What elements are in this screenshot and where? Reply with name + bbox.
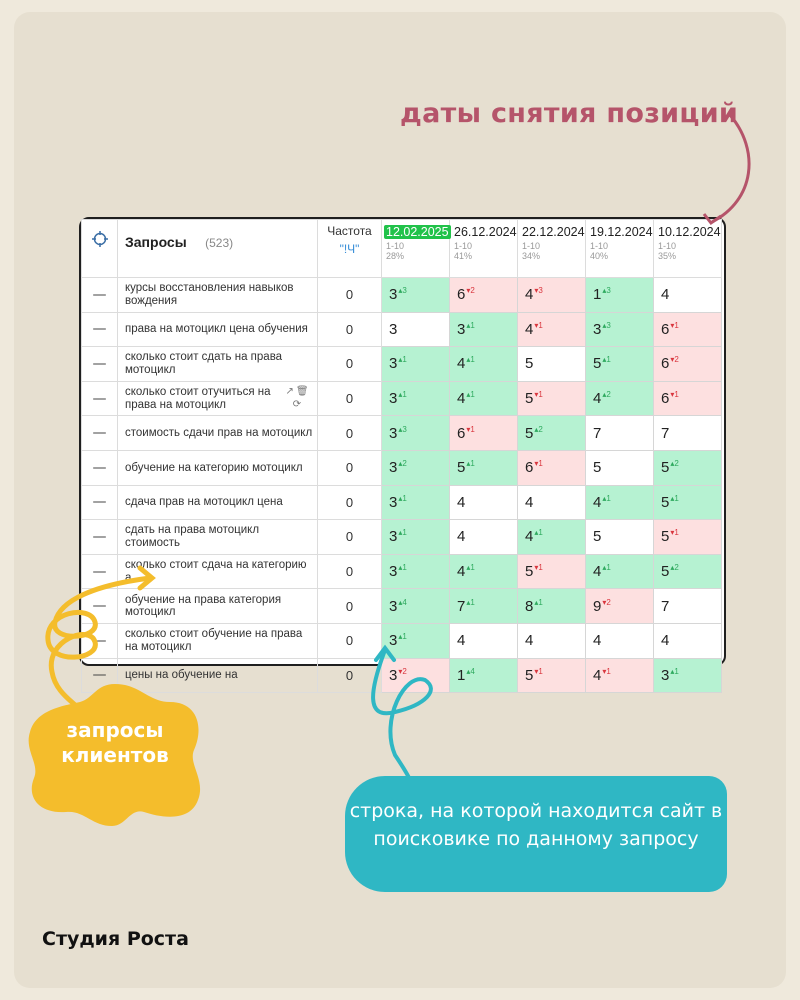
position-delta: ▾2 [466, 286, 475, 296]
position-cell[interactable] [654, 658, 722, 693]
position-delta: ▾1 [602, 666, 611, 676]
crosshair-icon[interactable] [92, 231, 108, 247]
position-value: 5 [593, 528, 602, 546]
date-column-header[interactable] [518, 220, 586, 278]
position-delta: ▴1 [602, 355, 611, 365]
position-value: 5 [593, 355, 602, 373]
position-value: 5 [525, 424, 534, 442]
frequency-cell: 0 [318, 312, 382, 347]
positions-table-screenshot [79, 217, 726, 684]
brand-logo-text: Студия Роста [42, 928, 189, 950]
position-cell[interactable] [450, 623, 518, 658]
position-cell[interactable] [518, 554, 586, 589]
position-value: 4 [525, 493, 534, 511]
remove-row-button[interactable]: — [82, 278, 118, 313]
position-value: 4 [593, 390, 602, 408]
position-delta: ▴2 [534, 424, 543, 434]
refresh-icon[interactable]: ⟳ [292, 398, 302, 410]
position-value: 3 [389, 493, 398, 511]
query-text: обучение на категорию мотоцикл [125, 461, 303, 474]
table-row[interactable] [82, 623, 722, 658]
position-value: 4 [525, 528, 534, 546]
position-value: 4 [661, 632, 670, 650]
query-count: (523) [205, 236, 234, 250]
row-actions [283, 385, 311, 411]
position-cell[interactable] [654, 347, 722, 382]
query-cell[interactable] [118, 278, 318, 313]
position-value: 3 [389, 286, 398, 304]
position-delta: ▴1 [466, 459, 475, 469]
position-value: 3 [389, 563, 398, 581]
remove-row-button[interactable]: — [82, 485, 118, 520]
position-cell[interactable] [382, 278, 450, 313]
position-delta: ▾2 [602, 597, 611, 607]
remove-row-button[interactable]: — [82, 381, 118, 416]
position-value: 4 [525, 632, 534, 650]
frequency-cell: 0 [318, 554, 382, 589]
table-row[interactable] [82, 381, 722, 416]
date-range: 1-10 [590, 241, 609, 251]
position-delta: ▾3 [534, 286, 543, 296]
query-text: обучение на права категория мотоцикл [125, 593, 282, 619]
frequency-column-header[interactable] [318, 220, 382, 278]
query-cell[interactable] [118, 416, 318, 451]
explanation-text: строка, на которой находится сайт в поисковике по данному запросу [349, 800, 723, 850]
position-cell[interactable] [654, 485, 722, 520]
position-cell[interactable] [382, 589, 450, 624]
position-delta: ▴1 [602, 563, 611, 573]
query-text: курсы восстановления навыков вождения [125, 282, 294, 307]
position-value: 6 [525, 459, 534, 477]
position-cell[interactable] [382, 485, 450, 520]
date-percent: 40% [590, 251, 609, 261]
position-value: 3 [389, 424, 398, 442]
position-delta: ▴1 [466, 320, 475, 330]
table-row[interactable] [82, 554, 722, 589]
position-value: 4 [457, 632, 466, 650]
remove-row-button[interactable]: — [82, 589, 118, 624]
position-cell[interactable] [450, 554, 518, 589]
position-cell[interactable] [586, 589, 654, 624]
position-delta: ▴1 [534, 528, 543, 538]
position-value: 3 [389, 528, 398, 546]
position-value: 4 [457, 355, 466, 373]
position-cell[interactable] [654, 416, 722, 451]
position-cell[interactable] [654, 589, 722, 624]
position-value: 8 [525, 597, 534, 615]
date-percent: 28% [386, 251, 405, 261]
target-header-cell[interactable] [82, 220, 118, 278]
position-value: 7 [593, 424, 602, 442]
position-value: 6 [661, 320, 670, 338]
position-delta: ▴1 [534, 597, 543, 607]
remove-row-button[interactable]: — [82, 658, 118, 693]
position-value: 5 [661, 493, 670, 511]
query-text: сколько стоит отучиться на права на мотоцикл [125, 386, 271, 411]
position-cell[interactable] [382, 381, 450, 416]
position-cell[interactable] [518, 623, 586, 658]
frequency-cell: 0 [318, 589, 382, 624]
date-column-header[interactable] [382, 220, 450, 278]
position-cell[interactable] [586, 450, 654, 485]
position-value: 5 [593, 459, 602, 477]
position-value: 4 [593, 666, 602, 684]
query-text: сдать на права мотоцикл стоимость [125, 524, 260, 549]
query-text: права на мотоцикл цена обучения [125, 323, 308, 336]
position-value: 6 [661, 390, 670, 408]
position-cell[interactable] [518, 381, 586, 416]
query-header-title: Запросы [125, 234, 187, 250]
position-value: 3 [593, 320, 602, 338]
position-value: 4 [457, 528, 466, 546]
frequency-cell: 0 [318, 381, 382, 416]
position-cell[interactable] [450, 347, 518, 382]
date-range: 1-10 [386, 241, 405, 251]
position-value: 4 [661, 286, 670, 304]
table-row[interactable] [82, 312, 722, 347]
position-cell[interactable] [586, 416, 654, 451]
position-cell[interactable] [382, 347, 450, 382]
position-cell[interactable] [654, 520, 722, 555]
position-delta: ▴4 [398, 597, 407, 607]
position-value: 3 [661, 666, 670, 684]
query-cell[interactable] [118, 485, 318, 520]
position-cell[interactable] [518, 347, 586, 382]
date-column-header[interactable] [654, 220, 722, 278]
date-percent: 34% [522, 251, 541, 261]
position-value: 5 [661, 459, 670, 477]
position-delta: ▴1 [398, 390, 407, 400]
dates-annotation: даты снятия позиций [400, 98, 739, 129]
position-delta: ▴1 [670, 493, 679, 503]
frequency-header-sub[interactable]: "!Ч" [339, 242, 360, 256]
position-cell[interactable] [382, 450, 450, 485]
position-delta: ▾2 [398, 666, 407, 676]
position-value: 5 [525, 390, 534, 408]
position-delta: ▴1 [466, 355, 475, 365]
date-range: 1-10 [658, 241, 677, 251]
frequency-header-title: Частота [327, 224, 372, 238]
position-delta: ▾1 [534, 563, 543, 573]
frequency-cell: 0 [318, 658, 382, 693]
table-body [82, 278, 722, 693]
position-delta: ▴1 [398, 355, 407, 365]
frequency-cell: 0 [318, 520, 382, 555]
table-row[interactable] [82, 589, 722, 624]
position-delta: ▴1 [466, 390, 475, 400]
remove-row-button[interactable]: — [82, 554, 118, 589]
date-column-header[interactable] [450, 220, 518, 278]
position-cell[interactable] [518, 450, 586, 485]
query-column-header[interactable] [118, 220, 318, 278]
position-value: 4 [525, 286, 534, 304]
frequency-cell: 0 [318, 347, 382, 382]
query-text: цены на обучение на [125, 669, 238, 682]
position-value: 4 [457, 493, 466, 511]
date-percent: 41% [454, 251, 473, 261]
position-cell[interactable] [586, 278, 654, 313]
position-cell[interactable] [518, 416, 586, 451]
position-value: 9 [593, 597, 602, 615]
frequency-cell: 0 [318, 278, 382, 313]
position-value: 6 [457, 286, 466, 304]
clients-annotation: запросы клиентов [61, 718, 169, 767]
position-value: 7 [457, 597, 466, 615]
position-value: 5 [525, 666, 534, 684]
position-cell[interactable] [654, 450, 722, 485]
position-value: 5 [525, 355, 534, 373]
position-delta: ▾1 [534, 320, 543, 330]
position-cell[interactable] [654, 278, 722, 313]
position-delta: ▾1 [534, 459, 543, 469]
date-label: 19.12.2024 [590, 225, 653, 239]
position-value: 4 [457, 563, 466, 581]
position-delta: ▴3 [398, 424, 407, 434]
position-value: 3 [457, 320, 466, 338]
position-delta: ▴1 [466, 597, 475, 607]
frequency-cell: 0 [318, 416, 382, 451]
position-delta: ▴1 [602, 493, 611, 503]
position-value: 4 [593, 632, 602, 650]
position-delta: ▾1 [670, 390, 679, 400]
table-row[interactable] [82, 416, 722, 451]
position-cell[interactable] [382, 554, 450, 589]
position-delta: ▴1 [398, 563, 407, 573]
position-delta: ▴3 [602, 320, 611, 330]
position-delta: ▴3 [602, 286, 611, 296]
date-column-header[interactable] [586, 220, 654, 278]
position-cell[interactable] [382, 416, 450, 451]
position-value: 5 [457, 459, 466, 477]
query-text: сколько стоит обучение на права на мотоцикл [125, 628, 303, 653]
position-value: 3 [389, 459, 398, 477]
position-value: 3 [389, 390, 398, 408]
position-delta: ▴1 [670, 666, 679, 676]
position-cell[interactable] [518, 312, 586, 347]
position-cell[interactable] [450, 520, 518, 555]
frequency-cell: 0 [318, 450, 382, 485]
positions-table [81, 219, 722, 693]
position-cell[interactable] [586, 623, 654, 658]
position-cell[interactable] [586, 485, 654, 520]
date-percent: 35% [658, 251, 677, 261]
external-link-icon[interactable]: ↗ [285, 385, 294, 397]
position-cell[interactable] [382, 520, 450, 555]
position-delta: ▴1 [466, 563, 475, 573]
position-cell[interactable] [450, 416, 518, 451]
position-delta: ▴1 [398, 632, 407, 642]
position-cell[interactable] [450, 278, 518, 313]
query-cell[interactable] [118, 347, 318, 382]
position-cell[interactable] [382, 623, 450, 658]
position-delta: ▾1 [670, 320, 679, 330]
remove-row-button[interactable]: — [82, 416, 118, 451]
position-cell[interactable] [586, 658, 654, 693]
position-value: 6 [661, 355, 670, 373]
position-cell[interactable] [518, 485, 586, 520]
position-value: 3 [389, 355, 398, 373]
position-value: 4 [525, 320, 534, 338]
query-cell[interactable] [118, 520, 318, 555]
position-cell[interactable] [654, 623, 722, 658]
query-text: стоимость сдачи прав на мотоцикл [125, 426, 313, 439]
position-cell[interactable] [586, 312, 654, 347]
position-delta: ▾2 [670, 355, 679, 365]
query-text: сколько стоит сдача на категорию а [125, 559, 307, 584]
position-value: 5 [661, 563, 670, 581]
position-delta: ▴1 [398, 528, 407, 538]
position-cell[interactable] [518, 589, 586, 624]
date-label: 26.12.2024 [454, 225, 517, 239]
position-value: 7 [661, 424, 670, 442]
query-cell[interactable] [118, 450, 318, 485]
position-value: 4 [593, 493, 602, 511]
position-delta: ▾1 [534, 390, 543, 400]
position-cell[interactable] [518, 278, 586, 313]
date-label: 22.12.2024 [522, 225, 585, 239]
remove-row-button[interactable]: — [82, 347, 118, 382]
position-delta: ▴1 [398, 493, 407, 503]
position-cell[interactable] [654, 381, 722, 416]
remove-row-button[interactable]: — [82, 450, 118, 485]
position-delta: ▾1 [466, 424, 475, 434]
date-range: 1-10 [454, 241, 473, 251]
position-delta: ▴2 [398, 459, 407, 469]
position-value: 1 [457, 666, 466, 684]
position-value: 1 [593, 286, 602, 304]
query-text: сколько стоит сдать на права мотоцикл [125, 351, 283, 376]
table-row[interactable] [82, 450, 722, 485]
position-cell[interactable] [450, 450, 518, 485]
position-delta: ▴2 [670, 459, 679, 469]
trash-icon[interactable]: 🗑 [295, 385, 309, 397]
position-cell[interactable] [654, 554, 722, 589]
position-cell[interactable] [382, 658, 450, 693]
position-value: 3 [389, 597, 398, 615]
position-delta: ▾1 [670, 528, 679, 538]
date-range: 1-10 [522, 241, 541, 251]
position-cell[interactable] [518, 658, 586, 693]
query-text: сдача прав на мотоцикл цена [125, 496, 283, 509]
position-cell[interactable] [586, 520, 654, 555]
position-cell[interactable] [586, 554, 654, 589]
query-cell[interactable] [118, 381, 318, 416]
remove-row-button[interactable]: — [82, 520, 118, 555]
table-header-row [82, 220, 722, 278]
position-value: 5 [525, 563, 534, 581]
position-cell[interactable] [382, 312, 450, 347]
table-row[interactable] [82, 347, 722, 382]
remove-row-button[interactable]: — [82, 623, 118, 658]
position-value: 4 [593, 563, 602, 581]
frequency-cell: 0 [318, 623, 382, 658]
position-value: 3 [389, 632, 398, 650]
position-cell[interactable] [518, 520, 586, 555]
position-cell[interactable] [654, 312, 722, 347]
date-label: 10.12.2024 [658, 225, 721, 239]
frequency-cell: 0 [318, 485, 382, 520]
query-cell[interactable] [118, 312, 318, 347]
position-cell[interactable] [450, 658, 518, 693]
table-row[interactable] [82, 278, 722, 313]
position-value: 5 [661, 528, 670, 546]
position-value: 3 [389, 320, 398, 338]
position-delta: ▴2 [670, 563, 679, 573]
position-cell[interactable] [586, 347, 654, 382]
position-value: 7 [661, 597, 670, 615]
query-cell[interactable] [118, 589, 318, 624]
position-value: 6 [457, 424, 466, 442]
query-cell[interactable] [118, 623, 318, 658]
remove-row-button[interactable]: — [82, 312, 118, 347]
position-value: 4 [457, 390, 466, 408]
position-cell[interactable] [450, 485, 518, 520]
position-delta: ▴3 [398, 286, 407, 296]
position-delta: ▾1 [534, 666, 543, 676]
position-delta: ▴2 [602, 390, 611, 400]
date-label: 12.02.2025 [386, 225, 449, 239]
position-cell[interactable] [450, 589, 518, 624]
table-row[interactable] [82, 485, 722, 520]
table-row[interactable] [82, 520, 722, 555]
query-cell[interactable] [118, 554, 318, 589]
position-cell[interactable] [450, 312, 518, 347]
position-cell[interactable] [586, 381, 654, 416]
position-delta: ▴4 [466, 666, 475, 676]
position-value: 3 [389, 666, 398, 684]
position-cell[interactable] [450, 381, 518, 416]
